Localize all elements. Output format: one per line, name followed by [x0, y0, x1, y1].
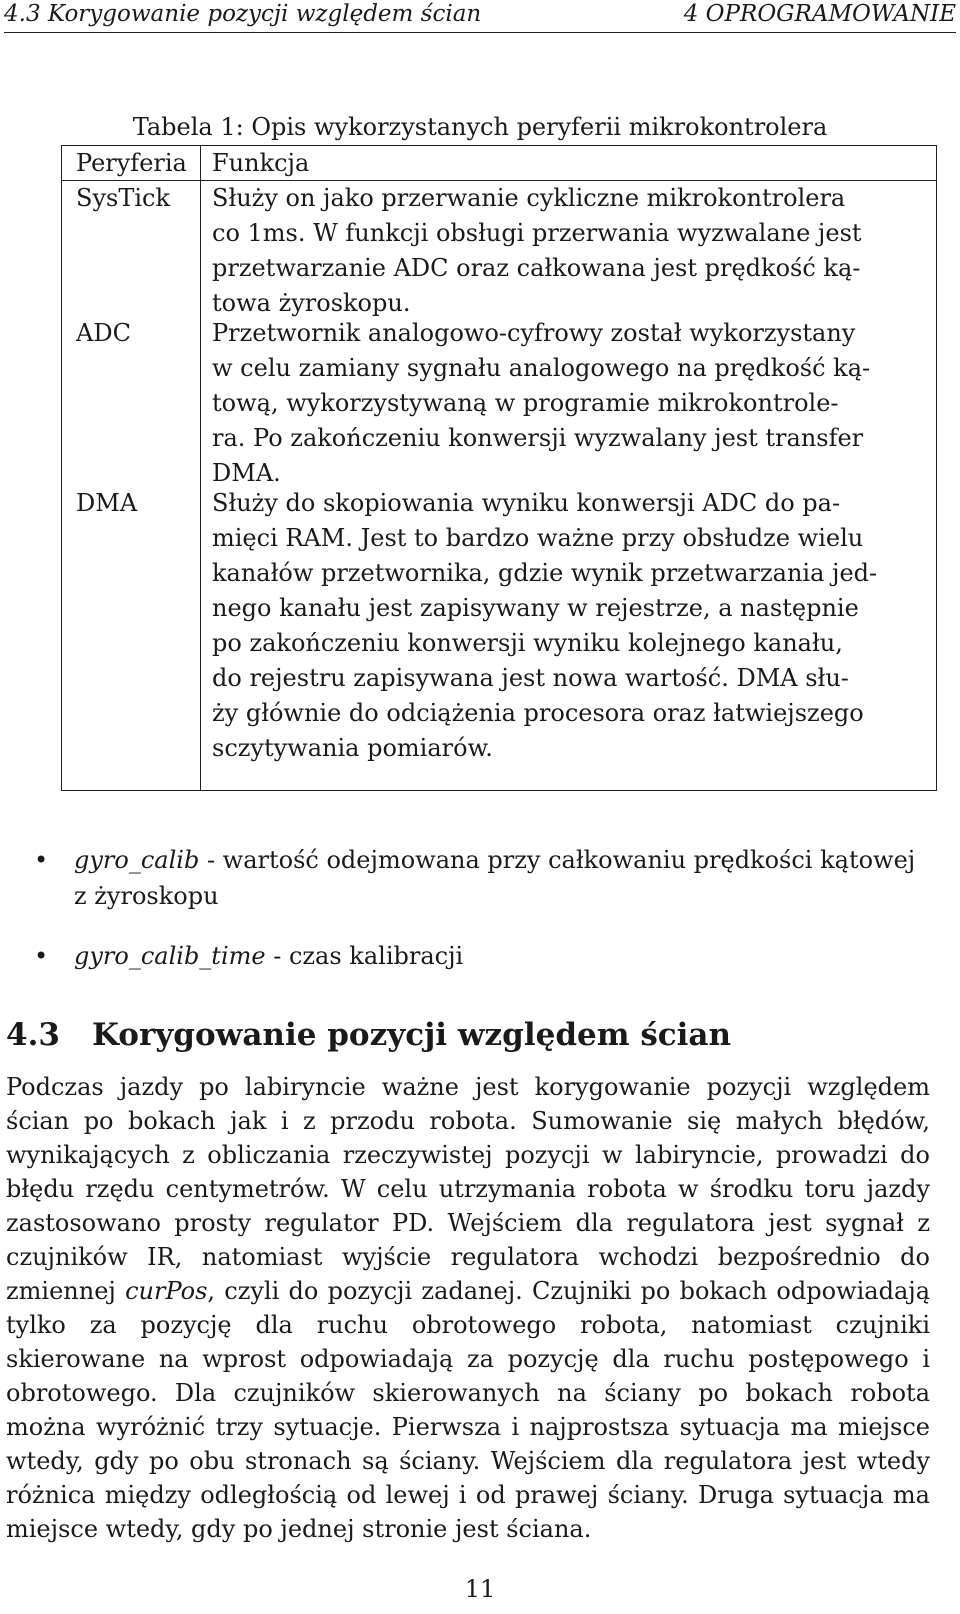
desc-line: w celu zamiany sygnału analogowego na prędkość ką-	[212, 354, 871, 382]
row-name-adc: ADC	[76, 319, 131, 347]
desc-line: DMA.	[212, 459, 281, 487]
table-caption: Tabela 1: Opis wykorzystanych peryferii mikrokontrolera	[132, 113, 828, 141]
variable-name: gyro_calib_time	[74, 942, 266, 970]
desc-line: ra. Po zakończeniu konwersji wyzwalany jest transfer	[212, 424, 864, 452]
row-desc-systick	[212, 181, 912, 321]
desc-line: przetwarzanie ADC oraz całkowana jest prędkość ką-	[212, 254, 861, 282]
desc-line: po zakończeniu konwersji wyniku kolejnego kanału,	[212, 629, 843, 657]
header-cell-function: Funkcja	[212, 149, 310, 177]
page-number: 11	[464, 1575, 496, 1603]
running-header	[4, 0, 956, 32]
bullet-icon: •	[34, 846, 49, 874]
row-name-dma: DMA	[76, 489, 138, 517]
variable-list	[34, 842, 934, 998]
paragraph-text: Podczas jazdy po labiryncie ważne jest korygowanie pozycji względem ścian po bokach jak i z przodu robota. Sumowanie się małych błędów, wynikających z obliczania rzeczywistej pozycji w labiryncie, prowadzi do błędu rzędu centymetrów. W celu utrzymania robota w środku toru jazdy zastosowano prosty regulator PD. Wejściem dla regulatora jest sygnał z czujników IR, natomiast wyjście regulatora wchodzi bezpośrednio do zmiennej	[6, 1073, 930, 1305]
variable-name: gyro_calib	[74, 846, 200, 874]
desc-line: Służy on jako przerwanie cykliczne mikrokontrolera	[212, 184, 846, 212]
peripherals-table	[61, 145, 937, 791]
header-chapter: 4 OPROGRAMOWANIE	[683, 1, 956, 27]
desc-line: mięci RAM. Jest to bardzo ważne przy obsłudze wielu	[212, 524, 864, 552]
section-heading	[6, 1015, 731, 1055]
desc-line: Przetwornik analogowo-cyfrowy został wykorzystany	[212, 319, 856, 347]
desc-line: kanałów przetwornika, gdzie wynik przetwarzania jed-	[212, 559, 878, 587]
section-number: 4.3	[6, 1017, 60, 1053]
desc-line: nego kanału jest zapisywany w rejestrze, a następnie	[212, 594, 859, 622]
desc-line: do rejestru zapisywana jest nowa wartość. DMA słu-	[212, 664, 849, 692]
desc-line: co 1ms. W funkcji obsługi przerwania wyzwalane jest	[212, 219, 862, 247]
header-section: 4.3 Korygowanie pozycji względem ścian	[4, 1, 482, 27]
desc-line: tową, wykorzystywaną w programie mikrokontrole-	[212, 389, 839, 417]
desc-line: ży głównie do odciążenia procesora oraz łatwiejszego	[212, 699, 864, 727]
desc-line: sczytywania pomiarów.	[212, 734, 493, 762]
header-rule	[4, 32, 956, 33]
bullet-icon: •	[34, 942, 49, 970]
list-item	[34, 938, 934, 974]
row-desc-adc	[212, 316, 912, 491]
desc-line: towa żyroskopu.	[212, 289, 411, 317]
desc-line: Służy do skopiowania wyniku konwersji ADC do pa-	[212, 489, 841, 517]
body-paragraph	[6, 1070, 930, 1546]
variable-curpos: curPos	[125, 1277, 208, 1305]
variable-description: - wartość odejmowana przy całkowaniu prędkości kątowej z żyroskopu	[74, 846, 916, 910]
section-title: Korygowanie pozycji względem ścian	[92, 1017, 732, 1053]
header-cell-peripheral: Peryferia	[76, 149, 187, 177]
row-name-systick: SysTick	[76, 184, 170, 212]
row-desc-dma	[212, 486, 912, 766]
list-item	[34, 842, 934, 914]
paragraph-text: , czyli do pozycji zadanej. Czujniki po bokach odpowiadają tylko za pozycję dla ruchu obrotowego robota, natomiast czujniki skierowane na wprost odpowiadają za pozycję dla ruchu postępowego i obrotowego. Dla czujników skierowanych na ściany po bokach robota można wyróżnić trzy sytuacje. Pierwsza i najprostsza sytuacja ma miejsce wtedy, gdy po obu stronach są ściany. Wejściem dla regulatora jest wtedy różnica między odległością od lewej i od prawej ściany. Druga sytuacja ma miejsce wtedy, gdy po jednej stronie jest ściana.	[6, 1277, 930, 1543]
variable-description: - czas kalibracji	[265, 942, 464, 970]
column-divider	[200, 146, 201, 790]
